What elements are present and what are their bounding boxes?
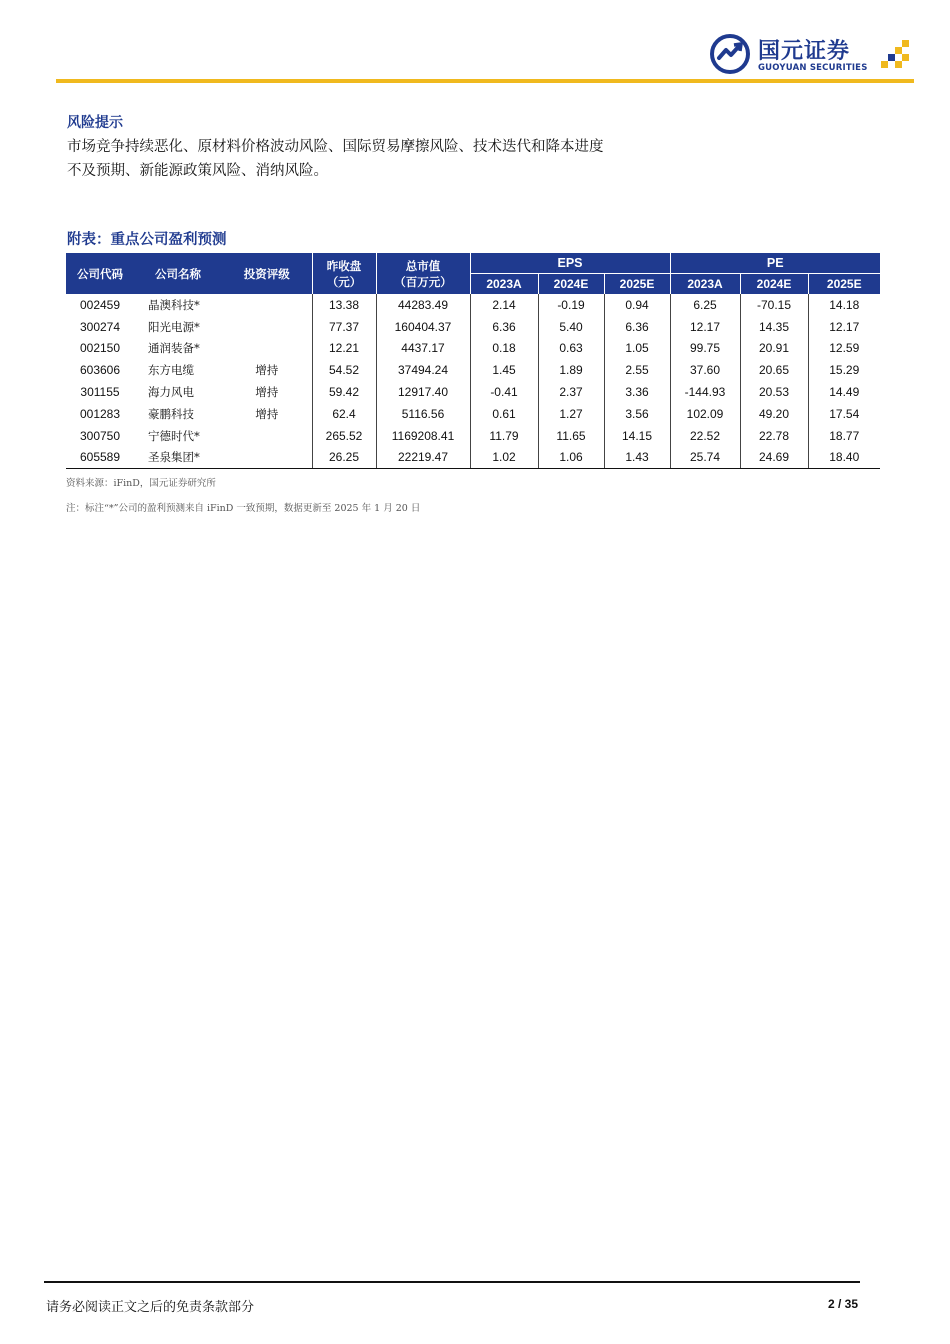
cell-mktcap: 22219.47	[376, 447, 470, 469]
cell-pe: 14.18	[808, 294, 880, 316]
cell-eps: 6.36	[470, 316, 538, 338]
cell-mktcap: 4437.17	[376, 338, 470, 360]
header-code: 公司代码	[66, 253, 134, 294]
cell-pe: 22.52	[670, 425, 740, 447]
cell-name: 宁德时代*	[148, 428, 200, 443]
cell-rating	[222, 294, 312, 316]
cell-eps: 0.61	[470, 403, 538, 425]
cell-pe: 12.17	[808, 316, 880, 338]
cell-mktcap: 160404.37	[376, 316, 470, 338]
cell-close: 54.52	[312, 359, 376, 381]
cell-eps: 1.27	[538, 403, 604, 425]
cell-close: 26.25	[312, 447, 376, 469]
header-eps-year: 2023A	[470, 274, 538, 295]
cell-code: 300750	[79, 428, 121, 443]
cell-rating: 增持	[255, 406, 279, 421]
logo-cn-text: 国元证券	[758, 39, 851, 64]
cell-mktcap: 44283.49	[376, 294, 470, 316]
cell-code: 603606	[79, 363, 121, 378]
cell-eps: 3.36	[604, 381, 670, 403]
cell-eps: 3.56	[604, 403, 670, 425]
cell-eps: 1.45	[470, 359, 538, 381]
table-header-row-1	[66, 253, 880, 274]
guoyuan-logo	[708, 30, 913, 78]
header-close	[312, 253, 376, 294]
cell-mktcap: 1169208.41	[376, 425, 470, 447]
cell-eps: 6.36	[604, 316, 670, 338]
cell-rating	[222, 447, 312, 469]
cell-name: 阳光电源*	[148, 319, 200, 334]
cell-pe: 17.54	[808, 403, 880, 425]
cell-pe: 14.35	[740, 316, 808, 338]
cell-code: 002459	[79, 297, 121, 312]
cell-eps: 2.37	[538, 381, 604, 403]
table-row	[66, 294, 880, 316]
header-close-line1: 昨收盘	[326, 258, 362, 273]
cell-pe: 20.53	[740, 381, 808, 403]
table-row	[66, 338, 880, 360]
cell-pe: 25.74	[670, 447, 740, 469]
cell-close: 265.52	[312, 425, 376, 447]
header-name: 公司名称	[134, 253, 222, 294]
cell-name: 圣泉集团*	[134, 447, 222, 469]
table-row	[66, 447, 880, 469]
cell-pe: 12.59	[808, 338, 880, 360]
cell-eps: 1.05	[604, 338, 670, 360]
cell-code: 002150	[79, 341, 121, 356]
cell-pe: 20.65	[740, 359, 808, 381]
cell-rating: 增持	[255, 363, 279, 378]
header-pe-year: 2023A	[670, 274, 740, 295]
cell-mktcap: 5116.56	[376, 403, 470, 425]
table-row	[66, 403, 880, 425]
cell-pe: -70.15	[740, 294, 808, 316]
page-number: 2 / 35	[827, 1297, 858, 1311]
cell-eps: 0.94	[604, 294, 670, 316]
cell-pe: 6.25	[670, 294, 740, 316]
table-note: 注：标注“*”公司的盈利预测来自 iFinD 一致预期，数据更新至 2025 年 1 月 20 日	[66, 503, 421, 514]
cell-eps: 0.63	[538, 338, 604, 360]
cell-pe: 22.78	[740, 425, 808, 447]
cell-pe: 20.91	[740, 338, 808, 360]
risk-text: 市场竞争持续恶化、原材料价格波动风险、国际贸易摩擦风险、技术迭代和降本进度不及预期、新能源政策风险、消纳风险。	[67, 139, 604, 179]
cell-close: 59.42	[312, 381, 376, 403]
cell-eps: -0.41	[470, 381, 538, 403]
cell-pe: 37.60	[670, 359, 740, 381]
cell-eps: 1.89	[538, 359, 604, 381]
table-row	[66, 359, 880, 381]
header-mktcap-line1: 总市值	[405, 258, 441, 273]
cell-pe: 49.20	[740, 403, 808, 425]
cell-mktcap: 12917.40	[376, 381, 470, 403]
logo-en-text: GUOYUAN SECURITIES	[758, 63, 868, 73]
header-eps-year: 2025E	[604, 274, 670, 295]
table-source: 资料来源：iFinD，国元证券研究所	[66, 478, 216, 489]
cell-pe: 14.49	[808, 381, 880, 403]
header-eps-year: 2024E	[538, 274, 604, 295]
table-row	[66, 381, 880, 403]
cell-eps: 0.18	[470, 338, 538, 360]
cell-name: 豪鹏科技	[148, 406, 194, 421]
cell-eps: 11.65	[538, 425, 604, 447]
cell-code: 301155	[80, 385, 120, 400]
cell-eps: 11.79	[470, 425, 538, 447]
cell-mktcap: 37494.24	[376, 359, 470, 381]
cell-eps: 1.02	[470, 447, 538, 469]
cell-eps: 2.55	[604, 359, 670, 381]
cell-eps: 2.14	[470, 294, 538, 316]
cell-close: 12.21	[312, 338, 376, 360]
earnings-forecast-table	[66, 253, 880, 469]
cell-pe: 15.29	[808, 359, 880, 381]
cell-eps: 1.06	[538, 447, 604, 469]
table-row	[66, 425, 880, 447]
cell-name: 通润装备*	[148, 341, 200, 356]
cell-rating	[222, 425, 312, 447]
cell-rating: 增持	[255, 385, 279, 400]
cell-pe: 18.40	[808, 447, 880, 469]
header-mktcap-line2: （百万元）	[394, 274, 452, 289]
header-close-line2: （元）	[326, 274, 362, 289]
footer-rule	[44, 1281, 860, 1283]
header-mktcap	[376, 253, 470, 294]
header-pe: PE	[670, 253, 880, 274]
logo-gold-steps-icon	[878, 38, 912, 72]
risk-title: 风险提示	[67, 115, 123, 131]
footer-disclaimer: 请务必阅读正文之后的免责条款部分	[46, 1300, 255, 1315]
cell-pe: 12.17	[670, 316, 740, 338]
cell-eps: 5.40	[538, 316, 604, 338]
header-eps: EPS	[470, 253, 670, 274]
table-row	[66, 316, 880, 338]
cell-name: 东方电缆	[148, 363, 194, 378]
cell-pe: -144.93	[670, 381, 740, 403]
cell-eps: 1.43	[604, 447, 670, 469]
cell-code: 001283	[79, 406, 121, 421]
cell-code: 605589	[66, 447, 134, 469]
header-gold-rule	[56, 79, 914, 83]
cell-pe: 102.09	[670, 403, 740, 425]
cell-name: 海力风电	[148, 385, 194, 400]
cell-close: 77.37	[312, 316, 376, 338]
cell-pe: 18.77	[808, 425, 880, 447]
header-pe-year: 2025E	[808, 274, 880, 295]
cell-eps: -0.19	[538, 294, 604, 316]
header-pe-year: 2024E	[740, 274, 808, 295]
cell-close: 13.38	[312, 294, 376, 316]
cell-pe: 24.69	[740, 447, 808, 469]
table-title: 附表：重点公司盈利预测	[67, 231, 227, 248]
cell-rating	[222, 316, 312, 338]
cell-name: 晶澳科技*	[148, 297, 200, 312]
header-rating: 投资评级	[222, 253, 312, 294]
guoyuan-emblem-icon	[710, 34, 750, 74]
cell-eps: 14.15	[604, 425, 670, 447]
cell-close: 62.4	[312, 403, 376, 425]
cell-code: 300274	[79, 319, 121, 334]
cell-rating	[222, 338, 312, 360]
cell-pe: 99.75	[670, 338, 740, 360]
